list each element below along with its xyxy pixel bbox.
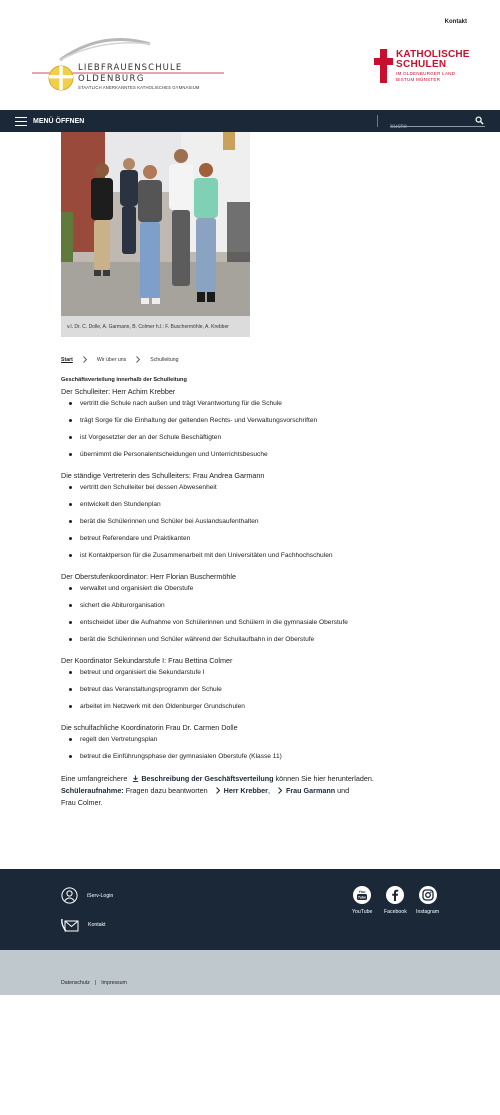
list-item: regelt den Vertretungsplan bbox=[69, 735, 461, 752]
section-title: Der Oberstufenkoordinator: Herr Florian Buschermöhle bbox=[61, 572, 236, 581]
main-navbar bbox=[0, 110, 500, 132]
list-item: betreut die Einführungsphase der gymnasialen Oberstufe (Klasse 11) bbox=[69, 752, 461, 769]
ks-logo-line1: KATHOLISCHE bbox=[396, 49, 470, 60]
section-sekundarstufe bbox=[61, 656, 461, 719]
chevron-right-icon bbox=[82, 356, 88, 363]
menu-label: MENÜ ÖFFNEN bbox=[33, 118, 85, 125]
chevron-right-icon bbox=[135, 356, 141, 363]
iserv-login-link[interactable] bbox=[61, 887, 113, 904]
list-item: berät die Schülerinnen und Schüler bei Auslandsaufenthalten bbox=[69, 517, 461, 534]
ks-logo-line2: SCHULEN bbox=[396, 59, 447, 70]
youtube-label: YouTube bbox=[352, 909, 373, 915]
legal-links bbox=[61, 980, 127, 986]
download-prefix: Eine umfangreichere bbox=[61, 774, 128, 783]
menu-open-button[interactable] bbox=[15, 116, 84, 127]
school-logo-line2: OLDENBURG bbox=[78, 74, 145, 84]
section-title: Die schulfachliche Koordinatorin Frau Dr. Carmen Dolle bbox=[61, 723, 238, 732]
search-icon[interactable] bbox=[475, 116, 484, 125]
list-item: ist Vorgesetzter der an der Schule Beschäftigten bbox=[69, 433, 461, 450]
footer-contact-label: Kontakt bbox=[88, 922, 106, 928]
section-title: Der Koordinator Sekundarstufe I: Frau Bettina Colmer bbox=[61, 656, 233, 665]
download-suffix: können Sie hier herunterladen. bbox=[275, 774, 374, 783]
facebook-circle bbox=[386, 886, 404, 904]
admission-and: und bbox=[337, 786, 350, 795]
hamburger-icon bbox=[15, 117, 27, 126]
katholische-schulen-logo[interactable] bbox=[374, 49, 474, 85]
breadcrumb-current: Schulleitung bbox=[150, 356, 179, 363]
breadcrumb-wir-ueber-uns[interactable]: Wir über uns bbox=[96, 356, 127, 363]
page-heading: Geschäftsverteilung innerhalb der Schulleitung bbox=[61, 377, 187, 383]
admission-text: Fragen dazu beantworten bbox=[125, 786, 208, 795]
youtube-link[interactable] bbox=[352, 886, 372, 915]
download-paragraph bbox=[61, 773, 461, 785]
section-vertreterin bbox=[61, 471, 461, 568]
list-item: übernimmt die Personalentscheidungen und Unterrichtsbesuche bbox=[69, 450, 461, 467]
facebook-label: Facebook bbox=[384, 909, 407, 915]
list-item: vertritt die Schule nach außen und trägt Verantwortung für die Schule bbox=[69, 399, 461, 416]
school-logo-line1: LIEBFRAUENSCHULE bbox=[78, 63, 183, 73]
nav-divider bbox=[377, 115, 378, 127]
chevron-right-icon bbox=[215, 787, 221, 794]
facebook-link[interactable] bbox=[384, 886, 407, 915]
list-item: arbeitet im Netzwerk mit den Oldenburger Grundschulen bbox=[69, 702, 461, 719]
section-oberstufe bbox=[61, 572, 461, 652]
list-item: sichert die Abiturorganisation bbox=[69, 601, 461, 618]
contact-link[interactable]: Kontakt bbox=[444, 19, 467, 25]
section-title: Die ständige Vertreterin des Schulleiters: Frau Andrea Garmann bbox=[61, 471, 265, 480]
team-photo bbox=[61, 132, 250, 316]
section-title: Der Schulleiter: Herr Achim Krebber bbox=[61, 387, 176, 396]
breadcrumb-start[interactable]: Start bbox=[61, 356, 73, 363]
list-item: entscheidet über die Aufnahme von Schülerinnen und Schülern in die gymnasiale Oberstufe bbox=[69, 618, 461, 635]
section-koordinatorin bbox=[61, 723, 461, 769]
list-item: vertritt den Schulleiter bei dessen Abwesenheit bbox=[69, 483, 461, 500]
site-header bbox=[0, 0, 500, 110]
instagram-circle bbox=[419, 886, 437, 904]
chevron-right-icon bbox=[277, 787, 283, 794]
breadcrumb bbox=[61, 356, 179, 363]
admission-comma: , bbox=[267, 786, 270, 795]
download-link[interactable]: Beschreibung der Geschäftsverteilung bbox=[141, 774, 274, 783]
search-box bbox=[390, 115, 485, 127]
list-item: ist Kontaktperson für die Zusammenarbeit mit den Universitäten und Fachhochschulen bbox=[69, 551, 461, 568]
svg-text:You: You bbox=[358, 890, 366, 894]
admission-last: Frau Colmer. bbox=[61, 798, 103, 807]
iserv-login-label: iServ-Login bbox=[87, 892, 114, 899]
team-photo-card bbox=[61, 132, 250, 337]
list-item: trägt Sorge für die Einhaltung der geltenden Rechts- und Verwaltungsvorschriften bbox=[69, 416, 461, 433]
link-herr-krebber[interactable]: Herr Krebber bbox=[223, 786, 268, 795]
footer-contact-link[interactable] bbox=[61, 916, 106, 934]
admission-paragraph bbox=[61, 785, 461, 809]
instagram-icon bbox=[422, 889, 434, 901]
red-cross-icon bbox=[374, 49, 394, 83]
youtube-icon bbox=[356, 889, 368, 901]
user-icon bbox=[61, 887, 78, 904]
sub-footer bbox=[0, 950, 500, 995]
imprint-link[interactable]: Impressum bbox=[101, 980, 127, 986]
privacy-link[interactable]: Datenschutz bbox=[61, 980, 90, 986]
admission-label: Schüleraufnahme: bbox=[61, 786, 124, 795]
legal-separator: | bbox=[94, 980, 97, 986]
section-schulleiter bbox=[61, 387, 461, 467]
ks-logo-line4: BISTUM MÜNSTER bbox=[396, 76, 441, 82]
site-footer bbox=[0, 869, 500, 950]
svg-text:Tube: Tube bbox=[358, 895, 367, 900]
photo-caption: v.l. Dr. C. Dolle, A. Garmann, B. Colmer h.l.: F. Buschermöhle, A. Krebber bbox=[67, 324, 229, 330]
school-logo[interactable] bbox=[32, 38, 232, 100]
youtube-circle bbox=[353, 886, 371, 904]
ks-logo-line3: IM OLDENBURGER LAND bbox=[396, 71, 456, 76]
list-item: betreut das Veranstaltungsprogramm der Schule bbox=[69, 685, 461, 702]
mail-phone-icon bbox=[61, 916, 79, 934]
school-logo-line3: STAATLICH ANERKANNTES KATHOLISCHES GYMNASIUM bbox=[78, 85, 200, 90]
list-item: entwickelt den Stundenplan bbox=[69, 500, 461, 517]
list-item: verwaltet und organisiert die Oberstufe bbox=[69, 584, 461, 601]
download-icon bbox=[132, 775, 139, 782]
search-input[interactable] bbox=[390, 122, 470, 132]
main-content bbox=[61, 377, 461, 809]
facebook-icon bbox=[390, 889, 400, 901]
link-frau-garmann[interactable]: Frau Garmann bbox=[285, 786, 336, 795]
instagram-label: Instagram bbox=[416, 909, 440, 915]
list-item: betreut Referendare und Praktikanten bbox=[69, 534, 461, 551]
instagram-link[interactable] bbox=[416, 886, 439, 915]
list-item: betreut und organisiert die Sekundarstufe I bbox=[69, 668, 461, 685]
list-item: berät die Schülerinnen und Schüler während der Schullaufbahn in der Oberstufe bbox=[69, 635, 461, 652]
